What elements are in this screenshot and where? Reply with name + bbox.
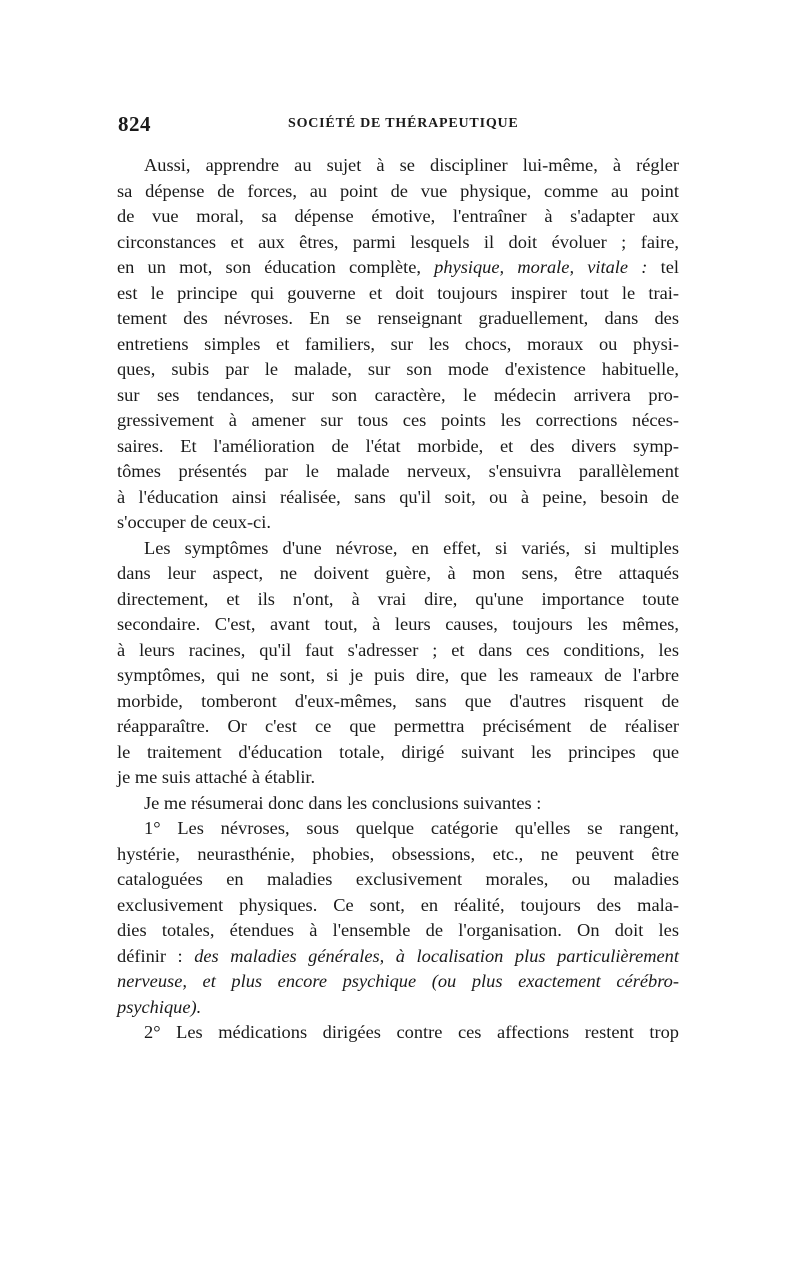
text-line: cataloguées en maladies exclusivement morales, ou maladies — [117, 869, 679, 889]
italic-phrase: psychique). — [117, 996, 202, 1017]
text-line: tômes présentés par le malade nerveux, s'ensuivra parallèlement — [117, 461, 679, 481]
text-line: sur ses tendances, sur son caractère, le médecin arrivera pro- — [117, 384, 679, 405]
text-line: 2° Les médications dirigées contre ces affections restent trop — [144, 1022, 679, 1042]
text-line: entretiens simples et familiers, sur les chocs, moraux ou physi- — [117, 333, 679, 354]
text-fragment: définir : — [117, 945, 183, 966]
text-line: est le principe qui gouverne et doit toujours inspirer tout le trai- — [117, 282, 679, 303]
page-number: 824 — [118, 112, 151, 136]
body-text — [117, 153, 679, 1046]
text-line: je me suis attaché à établir. — [117, 767, 316, 787]
text-line: directement, et ils n'ont, à vrai dire, qu'une importance toute — [117, 588, 679, 609]
text-line: réapparaître. Or c'est ce que permettra précisément de réaliser — [117, 716, 679, 736]
text-line: à l'éducation ainsi réalisée, sans qu'il soit, ou à peine, besoin de — [117, 486, 679, 507]
text-line: Aussi, apprendre au sujet à se discipliner lui-même, à régler — [144, 155, 679, 175]
text-line: symptômes, qui ne sont, si je puis dire, que les rameaux de l'arbre — [117, 665, 679, 685]
text-fragment: en un mot, son éducation complète, — [117, 257, 421, 277]
text-line: Les symptômes d'une névrose, en effet, si variés, si multiples — [144, 537, 679, 558]
page-header — [118, 112, 678, 142]
text-line: s'occuper de ceux-ci. — [117, 512, 271, 532]
text-line: 1° Les névroses, sous quelque catégorie qu'elles se rangent, — [144, 818, 679, 838]
text-line — [117, 995, 679, 1021]
text-line: sa dépense de forces, au point de vue physique, comme au point — [117, 180, 679, 201]
text-line: hystérie, neurasthénie, phobies, obsessions, etc., ne peuvent être — [117, 843, 679, 864]
text-line: le traitement d'éducation totale, dirigé suivant les principes que — [117, 741, 679, 762]
text-line: saires. Et l'amélioration de l'état morbide, et des divers symp- — [117, 435, 679, 456]
text-line: circonstances et aux êtres, parmi lesquels il doit évoluer ; faire, — [117, 231, 679, 252]
italic-phrase: des maladies générales, à localisation plus particulièrement — [194, 945, 679, 966]
text-line: dans leur aspect, ne doivent guère, à mon sens, être attaqués — [117, 563, 679, 583]
text-line: tement des névroses. En se renseignant graduellement, dans des — [117, 308, 679, 328]
text-line: ques, subis par le malade, sur son mode d'existence habituelle, — [117, 359, 679, 379]
text-line: secondaire. C'est, avant tout, à leurs causes, toujours les mêmes, — [117, 614, 679, 634]
text-line — [117, 969, 679, 995]
text-line — [117, 944, 679, 970]
text-line: gressivement à amener sur tous ces points les corrections néces- — [117, 410, 679, 430]
text-line: à leurs racines, qu'il faut s'adresser ; et dans ces conditions, les — [117, 639, 679, 660]
text-line — [117, 255, 679, 281]
italic-phrase: nerveuse, et plus encore psychique (ou plus exactement cérébro- — [117, 971, 679, 991]
text-line: morbide, tomberont d'eux-mêmes, sans que d'autres risquent de — [117, 690, 679, 711]
text-line: de vue moral, sa dépense émotive, l'entraîner à s'adapter aux — [117, 206, 679, 226]
text-line: exclusivement physiques. Ce sont, en réalité, toujours des mala- — [117, 894, 679, 915]
text-line: Je me résumerai donc dans les conclusions suivantes : — [144, 792, 542, 813]
italic-phrase: physique, morale, vitale : — [434, 257, 648, 277]
text-line: dies totales, étendues à l'ensemble de l'organisation. On doit les — [117, 920, 679, 940]
running-title: SOCIÉTÉ DE THÉRAPEUTIQUE — [288, 116, 519, 131]
text-fragment: tel — [660, 257, 679, 277]
